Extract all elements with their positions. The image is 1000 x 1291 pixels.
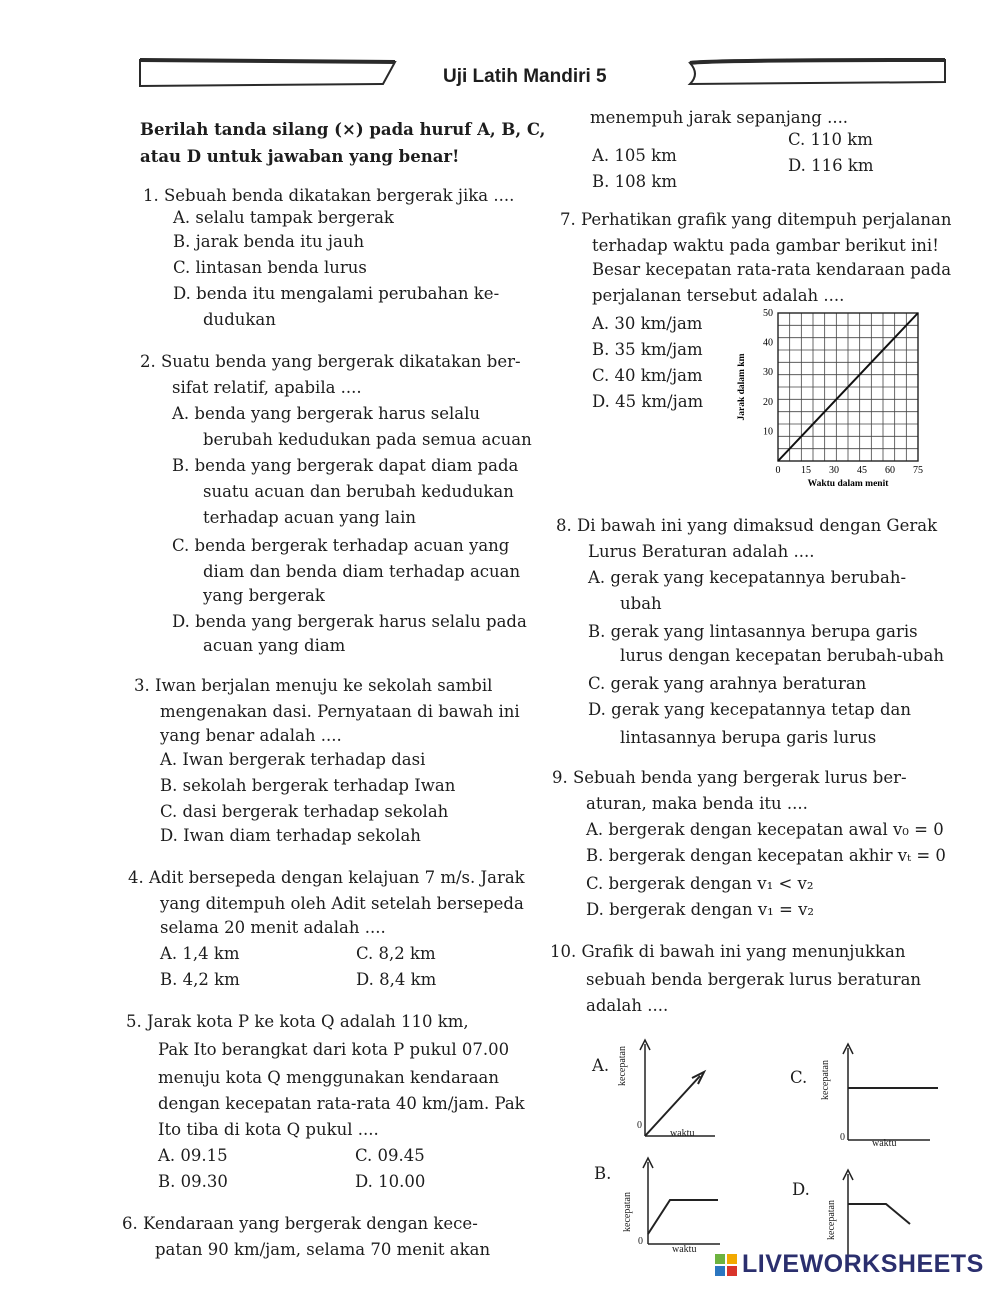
question-10-option-b-label[interactable]: B. — [594, 1164, 612, 1183]
chart-y-tick-label: 10 — [763, 426, 773, 438]
question-10-option-b-ylabel: kecepatan — [622, 1192, 633, 1232]
question-3-stem-2: mengenakan dasi. Pernyataan di bawah ini — [160, 702, 520, 721]
page-title: Uji Latih Mandiri 5 — [443, 66, 607, 87]
question-5-option-c[interactable]: C. 09.45 — [355, 1146, 425, 1165]
question-5-option-b[interactable]: B. 09.30 — [158, 1172, 228, 1191]
question-4-option-a[interactable]: A. 1,4 km — [160, 944, 240, 963]
question-8-option-a[interactable]: A. gerak yang kecepatannya berubah- — [588, 568, 907, 587]
question-5-stem-1: 5. Jarak kota P ke kota Q adalah 110 km, — [126, 1012, 469, 1031]
question-10-option-b-origin: 0 — [638, 1236, 643, 1247]
question-6-stem-1: 6. Kendaraan yang bergerak dengan kece- — [122, 1214, 478, 1233]
question-8-stem-2: Lurus Beraturan adalah .... — [588, 542, 815, 561]
chart-y-tick-label: 30 — [763, 367, 773, 379]
question-2-option-d-cont: acuan yang diam — [203, 636, 346, 655]
liveworksheets-logo-icon — [714, 1253, 738, 1277]
question-9-option-a[interactable]: A. bergerak dengan kecepatan awal v₀ = 0 — [586, 820, 944, 839]
question-1-option-a[interactable]: A. selalu tampak bergerak — [173, 208, 394, 227]
question-5-stem-2: Pak Ito berangkat dari kota P pukul 07.00 — [158, 1040, 510, 1059]
question-10-option-d-graph[interactable] — [822, 1166, 932, 1261]
question-8-stem-1: 8. Di bawah ini yang dimaksud dengan Gerak — [556, 516, 938, 535]
question-7-option-c[interactable]: C. 40 km/jam — [592, 366, 703, 385]
question-6-option-d[interactable]: D. 116 km — [788, 156, 874, 175]
question-10-stem-2: sebuah benda bergerak lurus beraturan — [586, 970, 922, 989]
question-9-option-d[interactable]: D. bergerak dengan v₁ = v₂ — [586, 900, 815, 919]
question-8-option-b-cont: lurus dengan kecepatan berubah-ubah — [620, 646, 944, 665]
question-8-option-a-cont: ubah — [620, 594, 662, 613]
question-10-option-c-ylabel: kecepatan — [820, 1060, 831, 1100]
question-10-option-a-origin: 0 — [637, 1120, 642, 1131]
question-7-stem-3: Besar kecepatan rata-rata kendaraan pada — [592, 260, 952, 279]
question-4-option-d[interactable]: D. 8,4 km — [356, 970, 437, 989]
chart-x-tick-label: 15 — [801, 465, 811, 476]
liveworksheets-text: LIVEWORKSHEETS — [742, 1250, 984, 1278]
question-4-option-b[interactable]: B. 4,2 km — [160, 970, 240, 989]
question-5-stem-5: Ito tiba di kota Q pukul .... — [158, 1120, 379, 1139]
question-10-option-c-graph[interactable] — [820, 1040, 940, 1150]
chart-x-tick-label: 45 — [857, 465, 867, 476]
question-9-stem-2: aturan, maka benda itu .... — [586, 794, 808, 813]
question-6-option-b[interactable]: B. 108 km — [592, 172, 677, 191]
question-2-option-b-cont-1: suatu acuan dan berubah kedudukan — [203, 482, 514, 501]
question-10-option-b-graph[interactable] — [620, 1154, 730, 1254]
liveworksheets-watermark — [714, 1250, 984, 1279]
question-10-option-c-label[interactable]: C. — [790, 1068, 808, 1087]
instruction-line-1: Berilah tanda silang (×) pada huruf A, B, C, — [140, 120, 546, 139]
question-9-stem-1: 9. Sebuah benda yang bergerak lurus ber- — [552, 768, 907, 787]
question-9-option-c[interactable]: C. bergerak dengan v₁ < v₂ — [586, 874, 814, 893]
question-3-option-c[interactable]: C. dasi bergerak terhadap sekolah — [160, 802, 449, 821]
question-5-stem-3: menuju kota Q menggunakan kendaraan — [158, 1068, 500, 1087]
question-7-option-a[interactable]: A. 30 km/jam — [592, 314, 703, 333]
question-10-stem-3: adalah .... — [586, 996, 669, 1015]
question-7-option-b[interactable]: B. 35 km/jam — [592, 340, 703, 359]
chart-y-tick-label: 20 — [763, 396, 773, 408]
question-2-option-c-cont-1: diam dan benda diam terhadap acuan — [203, 562, 521, 581]
question-8-option-c[interactable]: C. gerak yang arahnya beraturan — [588, 674, 867, 693]
question-5-option-a[interactable]: A. 09.15 — [158, 1146, 228, 1165]
question-3-option-b[interactable]: B. sekolah bergerak terhadap Iwan — [160, 776, 456, 795]
chart-x-tick-label: 60 — [885, 465, 895, 476]
chart-y-axis-label: Jarak dalam km — [737, 353, 747, 421]
chart-y-tick-label: 50 — [763, 308, 773, 319]
question-10-option-d-label[interactable]: D. — [792, 1180, 810, 1199]
chart-y-tick-label: 40 — [763, 337, 773, 349]
question-1-option-c[interactable]: C. lintasan benda lurus — [173, 258, 367, 277]
question-6-option-c[interactable]: C. 110 km — [788, 130, 873, 149]
question-4-stem-3: selama 20 menit adalah .... — [160, 918, 386, 937]
question-2-option-d[interactable]: D. benda yang bergerak harus selalu pada — [172, 612, 527, 631]
chart-x-tick-label: 30 — [829, 465, 839, 476]
chart-x-tick-label: 75 — [913, 465, 923, 476]
question-10-option-a-label[interactable]: A. — [592, 1056, 610, 1075]
question-6-option-a[interactable]: A. 105 km — [592, 146, 677, 165]
question-10-stem-1: 10. Grafik di bawah ini yang menunjukkan — [550, 942, 906, 961]
question-1-option-b[interactable]: B. jarak benda itu jauh — [173, 232, 365, 251]
question-10-option-c-xlabel: waktu — [872, 1138, 897, 1149]
question-10-option-a-ylabel: kecepatan — [617, 1046, 628, 1086]
question-3-option-a[interactable]: A. Iwan bergerak terhadap dasi — [160, 750, 426, 769]
question-7-stem-4: perjalanan tersebut adalah .... — [592, 286, 845, 305]
question-3-option-d[interactable]: D. Iwan diam terhadap sekolah — [160, 826, 421, 845]
question-7-stem-1: 7. Perhatikan grafik yang ditempuh perjalanan — [560, 210, 952, 229]
instruction-line-2: atau D untuk jawaban yang benar! — [140, 147, 460, 166]
question-4-option-c[interactable]: C. 8,2 km — [356, 944, 436, 963]
question-2-option-a[interactable]: A. benda yang bergerak harus selalu — [172, 404, 481, 423]
question-7-stem-2: terhadap waktu pada gambar berikut ini! — [592, 236, 939, 255]
header-ribbon-decoration — [0, 0, 1000, 110]
question-1-option-d[interactable]: D. benda itu mengalami perubahan ke- — [173, 284, 500, 303]
question-10-option-a-xlabel: waktu — [670, 1128, 695, 1139]
question-2-option-c[interactable]: C. benda bergerak terhadap acuan yang — [172, 536, 510, 555]
question-8-option-b[interactable]: B. gerak yang lintasannya berupa garis — [588, 622, 918, 641]
question-10-option-c-origin: 0 — [840, 1132, 845, 1143]
question-2-option-b[interactable]: B. benda yang bergerak dapat diam pada — [172, 456, 519, 475]
question-5-option-d[interactable]: D. 10.00 — [355, 1172, 426, 1191]
question-1-option-d-cont: dudukan — [203, 310, 276, 329]
chart-x-axis-label: Waktu dalam menit — [807, 479, 889, 489]
question-9-option-b[interactable]: B. bergerak dengan kecepatan akhir vₜ = 0 — [586, 846, 946, 865]
question-2-stem-1: 2. Suatu benda yang bergerak dikatakan ber- — [140, 352, 521, 371]
question-2-stem-2: sifat relatif, apabila .... — [172, 378, 362, 397]
question-4-stem-2: yang ditempuh oleh Adit setelah bersepeda — [160, 894, 524, 913]
question-6-stem-2: patan 90 km/jam, selama 70 menit akan — [155, 1240, 491, 1259]
question-7-chart — [730, 305, 945, 500]
question-2-option-b-cont-2: terhadap acuan yang lain — [203, 508, 416, 527]
question-10-option-d-ylabel: kecepatan — [826, 1200, 837, 1240]
question-6-stem-3: menempuh jarak sepanjang .... — [590, 108, 849, 127]
question-5-stem-4: dengan kecepatan rata-rata 40 km/jam. Pak — [158, 1094, 525, 1113]
question-2-option-a-cont: berubah kedudukan pada semua acuan — [203, 430, 532, 449]
question-10-option-b-xlabel: waktu — [672, 1244, 697, 1255]
question-8-option-d[interactable]: D. gerak yang kecepatannya tetap dan — [588, 700, 912, 719]
question-2-option-c-cont-2: yang bergerak — [203, 586, 325, 605]
question-1-stem: 1. Sebuah benda dikatakan bergerak jika .... — [143, 186, 515, 205]
question-7-option-d[interactable]: D. 45 km/jam — [592, 392, 704, 411]
question-4-stem-1: 4. Adit bersepeda dengan kelajuan 7 m/s. Jarak — [128, 868, 525, 887]
question-3-stem-3: yang benar adalah .... — [160, 726, 342, 745]
question-8-option-d-cont: lintasannya berupa garis lurus — [620, 728, 877, 747]
chart-x-tick-label: 0 — [775, 465, 781, 476]
question-3-stem-1: 3. Iwan berjalan menuju ke sekolah sambil — [134, 676, 493, 695]
